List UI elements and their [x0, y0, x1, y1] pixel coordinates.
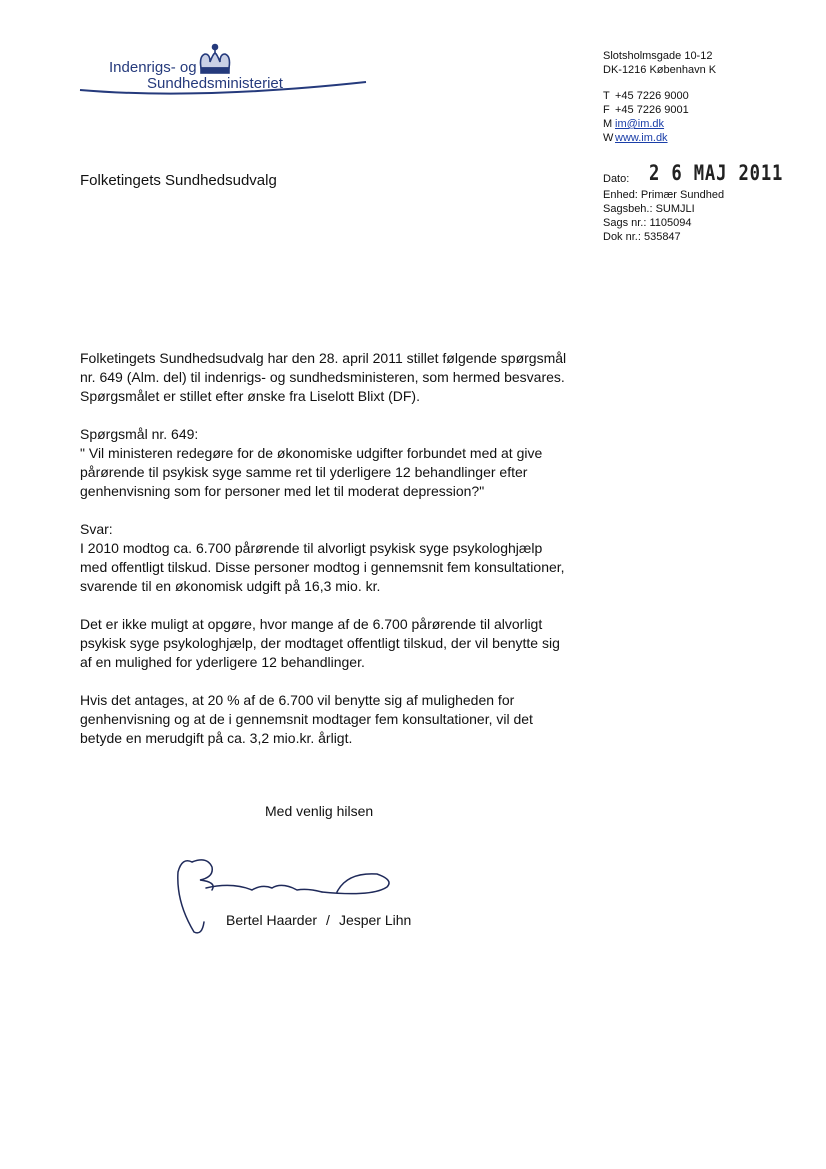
address-line: DK-1216 København K	[603, 64, 717, 76]
date-stamp: 2 6 MAJ 2011	[649, 161, 784, 185]
logo-swoosh	[78, 80, 368, 100]
answer-paragraph: Svar: I 2010 modtog ca. 6.700 pårørende til alvorligt psykisk syge psykologhjælp med offentligt tilskud. Disse personer modtog i gennemsnit fem konsultationer, svarende til en økonomisk udgift på 16,3 mio. kr.	[80, 521, 565, 594]
meta-block	[603, 161, 784, 244]
name-separator: /	[326, 912, 330, 928]
unit-line: Enhed: Primær Sundhed	[603, 189, 725, 201]
signatory-name: Bertel Haarder	[226, 912, 318, 928]
document-number-line: Dok nr.: 535847	[603, 231, 681, 243]
case-officer-line: Sagsbeh.: SUMJLI	[603, 203, 695, 215]
case-number-line: Sags nr.: 1105094	[603, 217, 692, 229]
address-line: Slotsholmsgade 10-12	[603, 50, 713, 62]
paragraph: Det er ikke muligt at opgøre, hvor mange af de 6.700 pårørende til alvorligt psykisk syge psykologhjælp, der modtaget offentligt tilskud, der vil benytte sig af en mulighed for yderligere 12 behandlinger.	[80, 616, 560, 670]
paragraph: Hvis det antages, at 20 % af de 6.700 vil benytte sig af muligheden for genhenvisning og at de i gennemsnit modtager fem konsultationer, vil det betyde en merudgift på ca. 3,2 mio.kr. årligt.	[80, 692, 533, 746]
recipient: Folketingets Sundhedsudvalg	[80, 172, 277, 189]
crown-icon	[195, 42, 235, 78]
sender-block	[603, 49, 716, 145]
logo-text-line1: Indenrigs- og	[109, 59, 197, 76]
phone-line: T +45 7226 9000	[603, 90, 689, 102]
date-label: Dato:	[603, 173, 630, 185]
intro-paragraph: Folketingets Sundhedsudvalg har den 28. april 2011 stillet følgende spørgsmål nr. 649 (Alm. del) til indenrigs- og sundhedsministeren, som hermed besvares. Spørgsmålet er stillet efter ønske fra Liselott Blixt (DF).	[80, 350, 567, 404]
web-link[interactable]: www.im.dk	[615, 132, 668, 144]
question-paragraph: Spørgsmål nr. 649: " Vil ministeren redegøre for de økonomiske udgifter forbundet med at give pårørende til psykisk syge samme ret til yderligere 12 behandlinger efter genhenvisning som for personer med let til moderat depression?"	[80, 426, 543, 499]
fax-line: F +45 7226 9001	[603, 104, 689, 116]
signatories	[226, 912, 411, 928]
closing: Med venlig hilsen	[265, 803, 374, 819]
signatory-name: Jesper Lihn	[338, 912, 412, 928]
mail-line: M im@im.dk	[603, 118, 665, 130]
web-line: W www.im.dk	[603, 132, 668, 144]
letter-body	[80, 349, 580, 767]
logo-text-line2: Sundhedsministeriet	[147, 75, 283, 92]
mail-link[interactable]: im@im.dk	[615, 118, 665, 130]
